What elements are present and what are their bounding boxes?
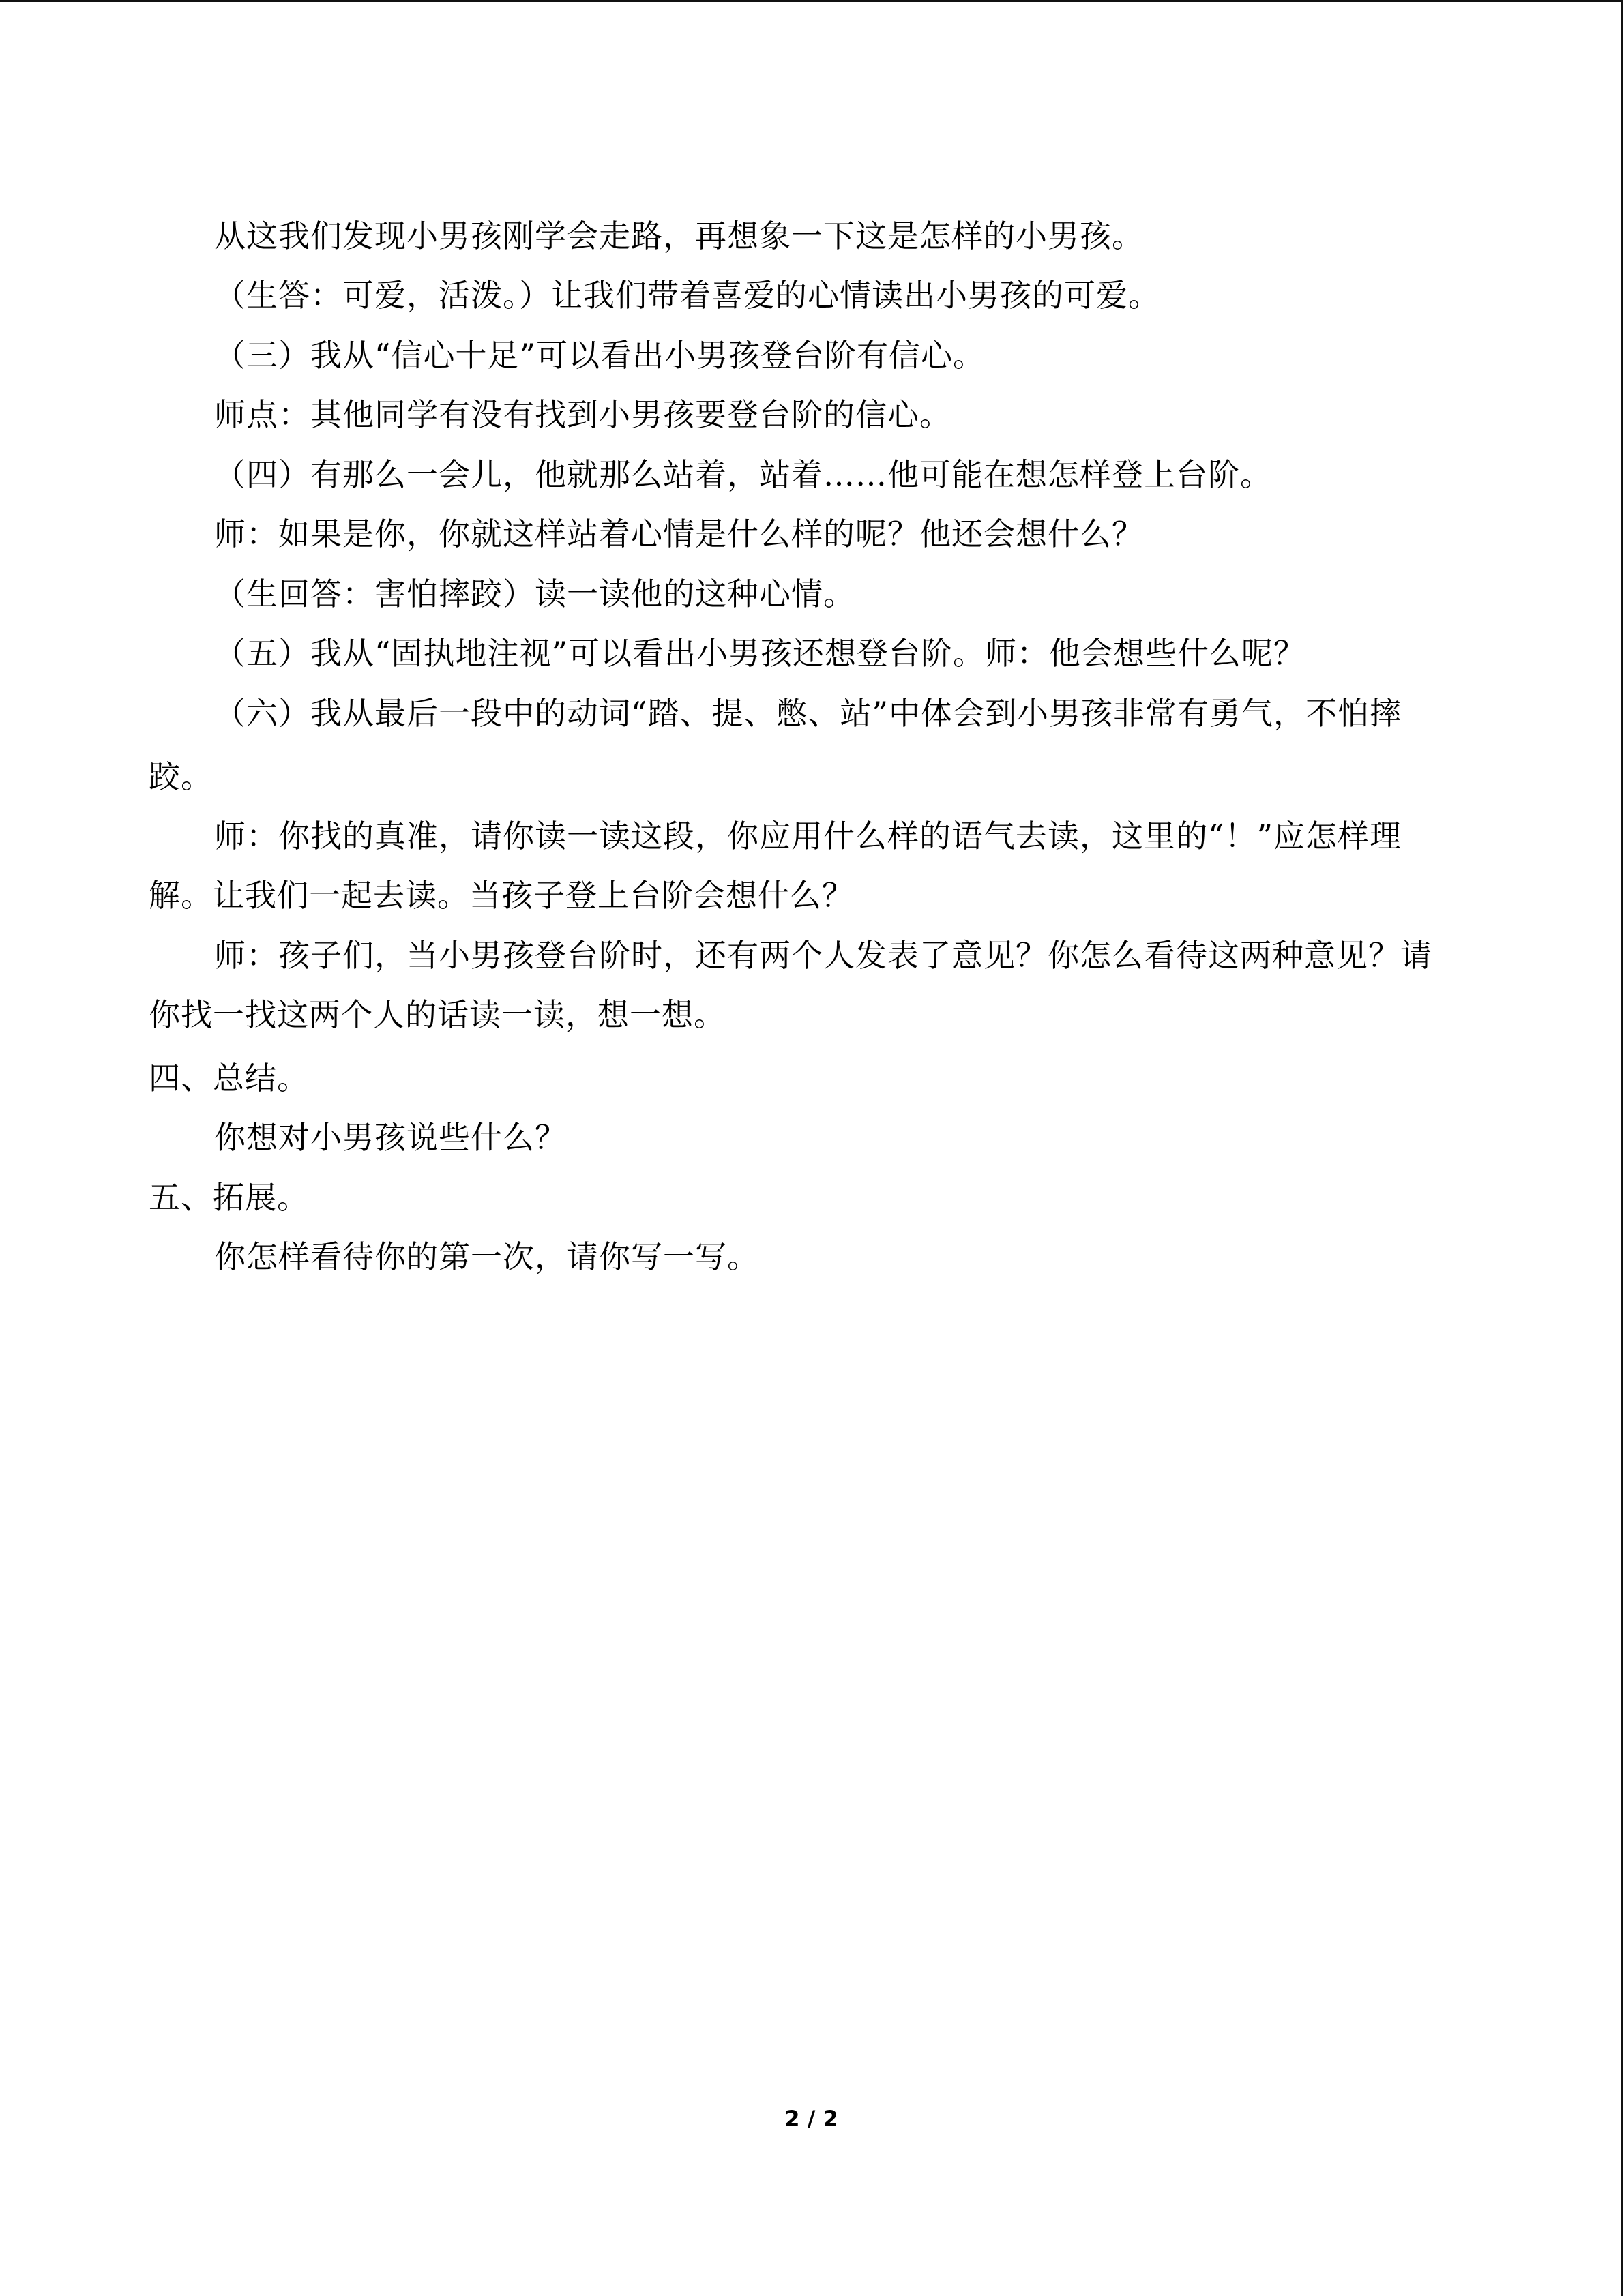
paragraph-line: 从这我们发现小男孩刚学会走路，再想象一下这是怎样的小男孩。 — [214, 218, 1144, 254]
paragraph-line: 师：你找的真准，请你读一读这段，你应用什么样的语气去读，这里的“！”应怎样理 — [214, 818, 1402, 854]
paragraph-line: （生回答：害怕摔跤）读一读他的这种心情。 — [214, 576, 855, 612]
paragraph-line: 解。让我们一起去读。当孩子登上台阶会想什么？ — [149, 877, 854, 914]
paragraph-line: （六）我从最后一段中的动词“踏、提、憋、站”中体会到小男孩非常有勇气，不怕摔 — [214, 695, 1402, 732]
paragraph-line: （四）有那么一会儿，他就那么站着，站着……他可能在想怎样登上台阶。 — [214, 456, 1272, 493]
paragraph-line: （五）我从“固执地注视”可以看出小男孩还想登台阶。师：他会想些什么呢？ — [214, 635, 1306, 672]
page-number: 2 / 2 — [784, 2106, 838, 2132]
section-heading: 四、总结。 — [149, 1060, 309, 1097]
section-heading: 五、拓展。 — [149, 1179, 309, 1216]
paragraph-line: 师点：其他同学有没有找到小男孩要登台阶的信心。 — [214, 396, 951, 433]
paragraph-line: 你想对小男孩说些什么？ — [214, 1119, 567, 1156]
paragraph-line: （生答：可爱，活泼。）让我们带着喜爱的心情读出小男孩的可爱。 — [214, 277, 1160, 314]
paragraph-line: 跤。 — [149, 758, 213, 795]
paragraph-line: 师：如果是你，你就这样站着心情是什么样的呢？他还会想什么？ — [214, 516, 1144, 552]
paragraph-line: 师：孩子们，当小男孩登台阶时，还有两个人发表了意见？你怎么看待这两种意见？请 — [214, 937, 1432, 974]
paragraph-line: 你怎样看待你的第一次，请你写一写。 — [214, 1238, 759, 1275]
paragraph-line: 你找一找这两个人的话读一读，想一想。 — [149, 996, 726, 1033]
paragraph-line: （三）我从“信心十足”可以看出小男孩登台阶有信心。 — [214, 337, 986, 374]
